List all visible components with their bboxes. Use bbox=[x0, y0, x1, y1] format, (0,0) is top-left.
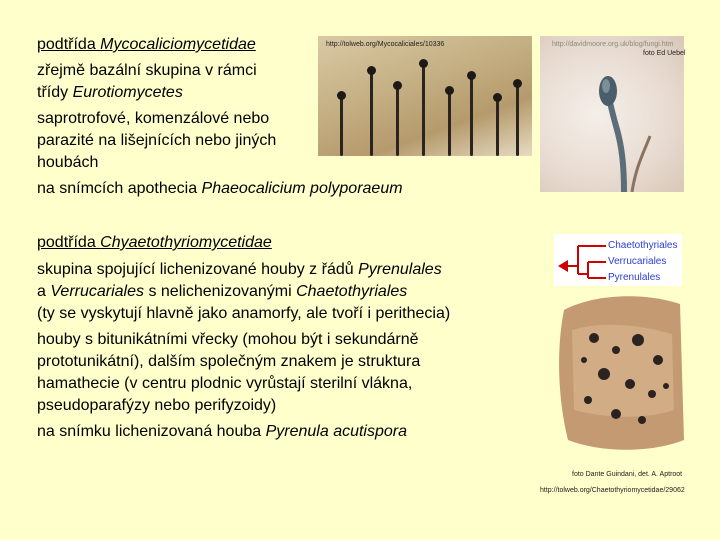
section2-line8 bbox=[37, 421, 407, 443]
photo3-credit: foto Dante Guindani, det. A. Aptroot bbox=[572, 471, 683, 478]
taxon-verrucariales[interactable]: Verrucariales bbox=[608, 256, 667, 267]
section1-line4: parazité na lišejnících nebo jiných bbox=[37, 132, 277, 149]
line-middle: s nelichenizovanými bbox=[144, 283, 297, 300]
heading-prefix: podtřída bbox=[37, 234, 101, 251]
heading-prefix: podtřída bbox=[37, 36, 101, 53]
photo2-source[interactable]: http://davidmoore.org.uk/blog/fungi.htm bbox=[552, 41, 674, 48]
section1-heading bbox=[37, 34, 256, 56]
taxon-name: Eurotiomycetes bbox=[72, 84, 183, 101]
photo3-source[interactable]: http://tolweb.org/Chaetothyriomycetidae/29062 bbox=[540, 487, 685, 494]
taxon-name: Pyrenula acutispora bbox=[265, 423, 408, 440]
heading-taxon: Mycocaliciomycetidae bbox=[100, 36, 256, 53]
section2-line6: hamathecie (v centru plodnic vyrůstají sterilní vlákna, bbox=[37, 375, 413, 392]
taxon-pyrenulales[interactable]: Pyrenulales bbox=[608, 272, 661, 283]
section2-line1 bbox=[37, 259, 442, 281]
apothecium-drawing bbox=[540, 36, 684, 192]
line-prefix: skupina spojující lichenizované houby z řádů bbox=[37, 261, 359, 278]
section1-line2 bbox=[37, 82, 183, 104]
phaeocalicium-photo bbox=[318, 36, 532, 156]
heading-taxon: Chyaetothyriomycetidae bbox=[100, 234, 272, 251]
section2-line3: (ty se vyskytují hlavně jako anamorfy, ale tvoří i perithecia) bbox=[37, 305, 451, 322]
line-prefix: na snímku lichenizovaná houba bbox=[37, 423, 266, 440]
section2-heading bbox=[37, 232, 272, 254]
line-prefix: na snímcích apothecia bbox=[37, 180, 202, 197]
section2-line5: prototunikátní), dalším společným znakem je struktura bbox=[37, 353, 421, 370]
section1-line6 bbox=[37, 178, 403, 200]
taxon-name: Chaetothyriales bbox=[296, 283, 408, 300]
phylogeny-tree bbox=[554, 234, 682, 286]
taxon-chaetothyriales[interactable]: Chaetothyriales bbox=[608, 240, 678, 251]
section2-line7: pseudoparafýzy nebo perifyzoidy) bbox=[37, 397, 277, 414]
taxon-name: Verrucariales bbox=[50, 283, 145, 300]
bark-drawing bbox=[554, 290, 686, 456]
taxon-name: Phaeocalicium polyporaeum bbox=[201, 180, 403, 197]
photo1-source[interactable]: http://tolweb.org/Mycocaliciales/10336 bbox=[326, 41, 445, 48]
photo2-credit: foto Ed Uebel bbox=[643, 50, 686, 57]
section1-line5: houbách bbox=[37, 154, 99, 171]
taxon-name: Pyrenulales bbox=[358, 261, 442, 278]
section2-line2 bbox=[37, 281, 407, 303]
section2-line4: houby s bitunikátními vřecky (mohou být i sekundárně bbox=[37, 331, 419, 348]
line-prefix: třídy bbox=[37, 84, 73, 101]
stalked-apothecium-photo bbox=[540, 36, 684, 192]
line-prefix: a bbox=[37, 283, 51, 300]
section1-line1: zřejmě bazální skupina v rámci bbox=[37, 62, 257, 79]
section1-line3: saprotrofové, komenzálové nebo bbox=[37, 110, 270, 127]
pyrenula-photo bbox=[554, 290, 686, 456]
